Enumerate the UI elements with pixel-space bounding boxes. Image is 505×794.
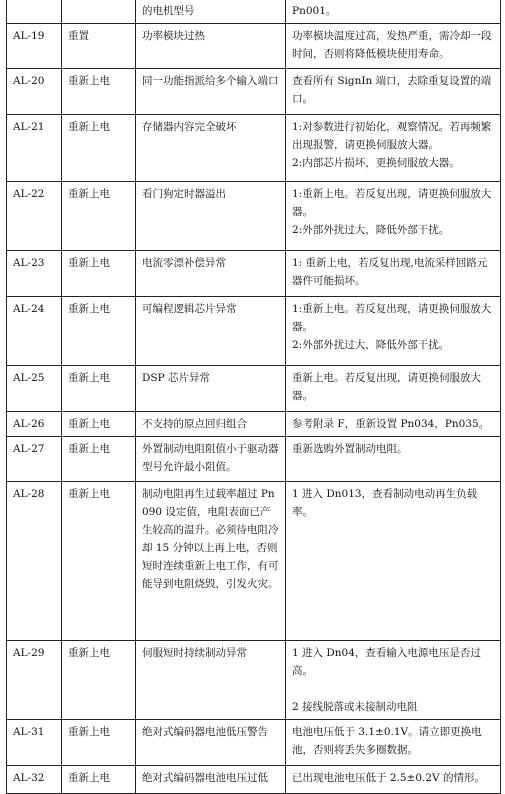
- remedy-line: 参考附录 F，重新设置 Pn034，Pn035。: [292, 418, 490, 430]
- alarm-action: [62, 0, 136, 24]
- alarm-cause: 绝对式编码器电池电压过低: [136, 766, 286, 794]
- alarm-code: [7, 0, 62, 24]
- alarm-cause: 看门狗定时器溢出: [136, 182, 286, 251]
- table-row: [7, 720, 501, 766]
- table-row: [7, 251, 501, 297]
- remedy-line: Pn001。: [292, 5, 337, 17]
- alarm-cause: 存储器内容完全破坏: [136, 115, 286, 182]
- alarm-remedy: [286, 115, 501, 182]
- alarm-action: 重新上电: [62, 641, 136, 720]
- alarm-remedy: [286, 412, 501, 437]
- alarm-code: AL-23: [7, 251, 62, 297]
- remedy-line: 1:对参数进行初始化，观察情况。若再频繁出现报警，请更换伺服放大器。: [292, 121, 492, 151]
- remedy-line: 查看所有 SignIn 端口，去除重复设置的端口。: [292, 75, 492, 105]
- remedy-line: 重新选购外置制动电阻。: [292, 443, 408, 455]
- alarm-cause: 外置制动电阻阻值小于驱动器型号允许最小阻值。: [136, 437, 286, 482]
- alarm-cause: 可编程逻辑芯片异常: [136, 297, 286, 366]
- alarm-remedy: [286, 182, 501, 251]
- alarm-remedy: [286, 720, 501, 766]
- alarm-action: 重新上电: [62, 182, 136, 251]
- remedy-line: 1: 重新上电，若反复出现,电流采样回路元器件可能损坏。: [292, 257, 488, 287]
- table-row: [7, 115, 501, 182]
- alarm-code: AL-20: [7, 69, 62, 115]
- alarm-code: AL-21: [7, 115, 62, 182]
- alarm-cause: 制动电阻再生过载率超过 Pn090 设定值，电阻表面已产生较高的温升。必须待电阻冷却 15 分钟以上再上电，否则短时连续重新上电工作，有可能导到电阻烧毁，引发火灾。: [136, 482, 286, 641]
- alarm-code: AL-29: [7, 641, 62, 720]
- alarm-cause: 不支持的原点回归组合: [136, 412, 286, 437]
- alarm-cause: 同一功能指派给多个输入端口: [136, 69, 286, 115]
- alarm-code: AL-32: [7, 766, 62, 794]
- table-row: [7, 69, 501, 115]
- alarm-remedy: [286, 297, 501, 366]
- remedy-line: 2:外部外扰过大，降低外部干扰。: [292, 339, 450, 351]
- remedy-line: 2:外部外扰过大，降低外部干扰。: [292, 224, 450, 236]
- remedy-gap: [292, 680, 495, 698]
- alarm-code: AL-19: [7, 24, 62, 69]
- alarm-action: 重新上电: [62, 766, 136, 794]
- table-row: [7, 24, 501, 69]
- table-row: [7, 366, 501, 412]
- table-row: [7, 297, 501, 366]
- remedy-line: 1:重新上电。若反复出现，请更换伺服放大器。: [292, 188, 492, 218]
- alarm-action: 重新上电: [62, 720, 136, 766]
- alarm-remedy: [286, 641, 501, 720]
- alarm-code: AL-31: [7, 720, 62, 766]
- alarm-action: 重新上电: [62, 482, 136, 641]
- alarm-remedy: [286, 437, 501, 482]
- alarm-cause: DSP 芯片异常: [136, 366, 286, 412]
- remedy-line: 2 接线脱落或未接制动电阻: [292, 701, 418, 713]
- table-row: [7, 437, 501, 482]
- alarm-action: 重新上电: [62, 366, 136, 412]
- alarm-remedy: [286, 766, 501, 794]
- alarm-action: 重新上电: [62, 251, 136, 297]
- remedy-line: 2:内部芯片损坏，更换伺服放大器。: [292, 157, 460, 169]
- table-row: [7, 182, 501, 251]
- alarm-table: [6, 0, 501, 794]
- alarm-remedy: [286, 24, 501, 69]
- table-row: [7, 412, 501, 437]
- alarm-code: AL-25: [7, 366, 62, 412]
- alarm-code: AL-24: [7, 297, 62, 366]
- remedy-line: 重新上电。若反复出现，请更换伺服放大器。: [292, 372, 481, 402]
- table-row: [7, 0, 501, 24]
- alarm-action: 重新上电: [62, 69, 136, 115]
- remedy-line: 1:重新上电。若反复出现，请更换伺服放大器。: [292, 303, 492, 333]
- remedy-line: 1 进入 Dn013，查看制动电动再生负载率。: [292, 488, 478, 518]
- remedy-line: 功率模块温度过高，发热严重，需冷却一段时间，否则将降低模块使用寿命。: [292, 30, 492, 60]
- alarm-cause: 功率模块过热: [136, 24, 286, 69]
- alarm-remedy: [286, 69, 501, 115]
- alarm-cause: 伺服短时持续制动异常: [136, 641, 286, 720]
- remedy-line: 电池电压低于 3.1±0.1V。请立即更换电池，否则将丢失多圈数据。: [292, 726, 482, 756]
- alarm-code: AL-26: [7, 412, 62, 437]
- alarm-action: 重新上电: [62, 437, 136, 482]
- alarm-cause: 电流零漂补偿异常: [136, 251, 286, 297]
- alarm-action: 重新上电: [62, 297, 136, 366]
- alarm-code: AL-27: [7, 437, 62, 482]
- alarm-code: AL-28: [7, 482, 62, 641]
- table-row: [7, 641, 501, 720]
- table-row: [7, 766, 501, 794]
- alarm-cause: 绝对式编码器电池低压警告: [136, 720, 286, 766]
- alarm-remedy: [286, 0, 501, 24]
- alarm-action: 重新上电: [62, 115, 136, 182]
- alarm-remedy: [286, 482, 501, 641]
- alarm-cause: 的电机型号: [136, 0, 286, 24]
- table-row: [7, 482, 501, 641]
- alarm-action: 重置: [62, 24, 136, 69]
- alarm-action: 重新上电: [62, 412, 136, 437]
- alarm-remedy: [286, 366, 501, 412]
- remedy-line: 1 进入 Dn04，查看输入电源电压是否过高。: [292, 647, 481, 677]
- alarm-remedy: [286, 251, 501, 297]
- alarm-code: AL-22: [7, 182, 62, 251]
- remedy-line: 已出现电池电压低于 2.5±0.2V 的情形。: [292, 772, 485, 784]
